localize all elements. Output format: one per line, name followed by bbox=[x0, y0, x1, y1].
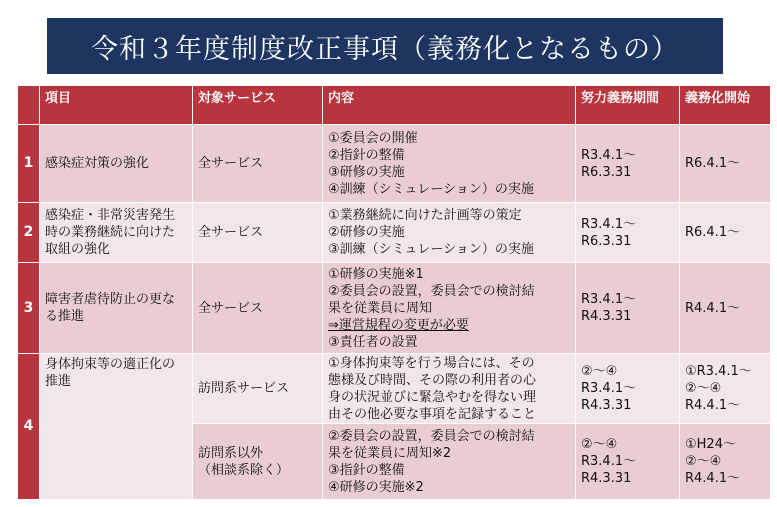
date-line: R6.4.1～ bbox=[685, 225, 741, 240]
date-line: ②～④ bbox=[581, 364, 618, 379]
table-row bbox=[18, 354, 771, 424]
service-line: （相談系除く） bbox=[198, 462, 290, 478]
content-line: ③訓練（シミュレーション）の実施 bbox=[328, 242, 534, 257]
date-line: R3.4.1～ bbox=[581, 147, 637, 163]
content-line: ②指針の整備 bbox=[328, 147, 405, 163]
row-effort-period bbox=[576, 263, 680, 354]
row-effort-period bbox=[576, 424, 680, 500]
date-line: R4.3.31 bbox=[581, 471, 632, 486]
table-row bbox=[18, 263, 771, 354]
row-number: 1 bbox=[18, 125, 40, 203]
content-line: ④研修の実施※2 bbox=[328, 479, 424, 495]
date-line: R4.4.1～ bbox=[685, 398, 741, 413]
row-effort-period bbox=[576, 354, 680, 424]
content-line: 果を従業員に周知※2 bbox=[328, 445, 452, 461]
header-service: 対象サービス bbox=[193, 86, 323, 125]
header-effort-period: 努力義務期間 bbox=[576, 86, 680, 125]
row-item: 身体拘束等の適正化の推進 bbox=[40, 354, 193, 500]
row-number: 4 bbox=[18, 354, 40, 500]
date-line: R4.3.31 bbox=[581, 309, 632, 324]
content-line: ⇒運営規程の変更が必要 bbox=[328, 317, 469, 333]
header-item: 項目 bbox=[40, 86, 193, 125]
row-content bbox=[323, 354, 576, 424]
date-line: R6.4.1～ bbox=[685, 156, 741, 171]
content-line: ③責任者の設置 bbox=[328, 334, 418, 350]
row-mandatory-start bbox=[680, 203, 771, 263]
date-line: R3.4.1～ bbox=[581, 454, 637, 469]
date-line: R4.4.1～ bbox=[685, 471, 741, 486]
content-line: 果を従業員に周知 bbox=[328, 300, 433, 316]
date-line: ①R3.4.1～ bbox=[685, 364, 752, 379]
date-line: R3.4.1～ bbox=[581, 292, 637, 307]
date-line: R3.4.1～ bbox=[581, 216, 637, 232]
row-mandatory-start bbox=[680, 424, 771, 500]
date-line: R4.3.31 bbox=[581, 398, 632, 413]
row-effort-period bbox=[576, 125, 680, 203]
header-content: 内容 bbox=[323, 86, 576, 125]
row-number: 3 bbox=[18, 263, 40, 354]
content-line: 由その他必要な事項を記録すること bbox=[328, 406, 537, 422]
row-mandatory-start bbox=[680, 263, 771, 354]
table-header-row bbox=[18, 86, 771, 125]
row-number: 2 bbox=[18, 203, 40, 263]
row-item: 感染症・非常災害発生時の業務継続に向けた取組の強化 bbox=[40, 203, 193, 263]
row-service: 訪問系サービス bbox=[193, 354, 323, 424]
content-line: ①委員会の開催 bbox=[328, 130, 418, 146]
content-line: ③研修の実施 bbox=[328, 164, 405, 180]
content-line: ④訓練（シミュレーション）の実施 bbox=[328, 181, 534, 197]
content-line: ②委員会の設置，委員会での検討結 bbox=[328, 283, 535, 299]
content-line: ①研修の実施※1 bbox=[328, 266, 424, 282]
row-mandatory-start bbox=[680, 354, 771, 424]
row-content bbox=[323, 125, 576, 203]
date-line: ②～④ bbox=[685, 454, 722, 469]
date-line: R3.4.1～ bbox=[581, 381, 637, 396]
date-line: R6.3.31 bbox=[581, 164, 632, 180]
date-line: R6.3.31 bbox=[581, 233, 632, 249]
header-mandatory-start: 義務化開始 bbox=[680, 86, 771, 125]
row-service: 全サービス bbox=[193, 125, 323, 203]
date-line: ②～④ bbox=[685, 381, 722, 396]
content-line: ①身体拘束等を行う場合には、その bbox=[328, 355, 535, 371]
content-line: 身の状況並びに緊急やむを得ない理 bbox=[328, 389, 537, 405]
row-mandatory-start bbox=[680, 125, 771, 203]
header-num bbox=[18, 86, 40, 125]
content-line: ③指針の整備 bbox=[328, 462, 405, 478]
regulation-table bbox=[17, 85, 771, 500]
page-title: 令和３年度制度改正事項（義務化となるもの） bbox=[47, 18, 723, 74]
row-content bbox=[323, 424, 576, 500]
row-item: 感染症対策の強化 bbox=[40, 125, 193, 203]
row-content bbox=[323, 263, 576, 354]
table-row bbox=[18, 203, 771, 263]
row-item: 障害者虐待防止の更なる推進 bbox=[40, 263, 193, 354]
row-service bbox=[193, 424, 323, 500]
row-effort-period bbox=[576, 203, 680, 263]
table-row bbox=[18, 125, 771, 203]
service-line: 訪問系以外 bbox=[198, 445, 264, 461]
date-line: ②～④ bbox=[581, 437, 618, 452]
content-line: ②研修の実施 bbox=[328, 225, 405, 240]
date-line: R4.4.1～ bbox=[685, 300, 741, 316]
row-service: 全サービス bbox=[193, 203, 323, 263]
content-line: ①業務継続に向けた計画等の策定 bbox=[328, 208, 522, 223]
content-line: 態様及び時間、その際の利用者の心 bbox=[328, 372, 537, 388]
content-line: ②委員会の設置，委員会での検討結 bbox=[328, 428, 535, 444]
row-content bbox=[323, 203, 576, 263]
row-service: 全サービス bbox=[193, 263, 323, 354]
date-line: ①H24～ bbox=[685, 437, 736, 452]
